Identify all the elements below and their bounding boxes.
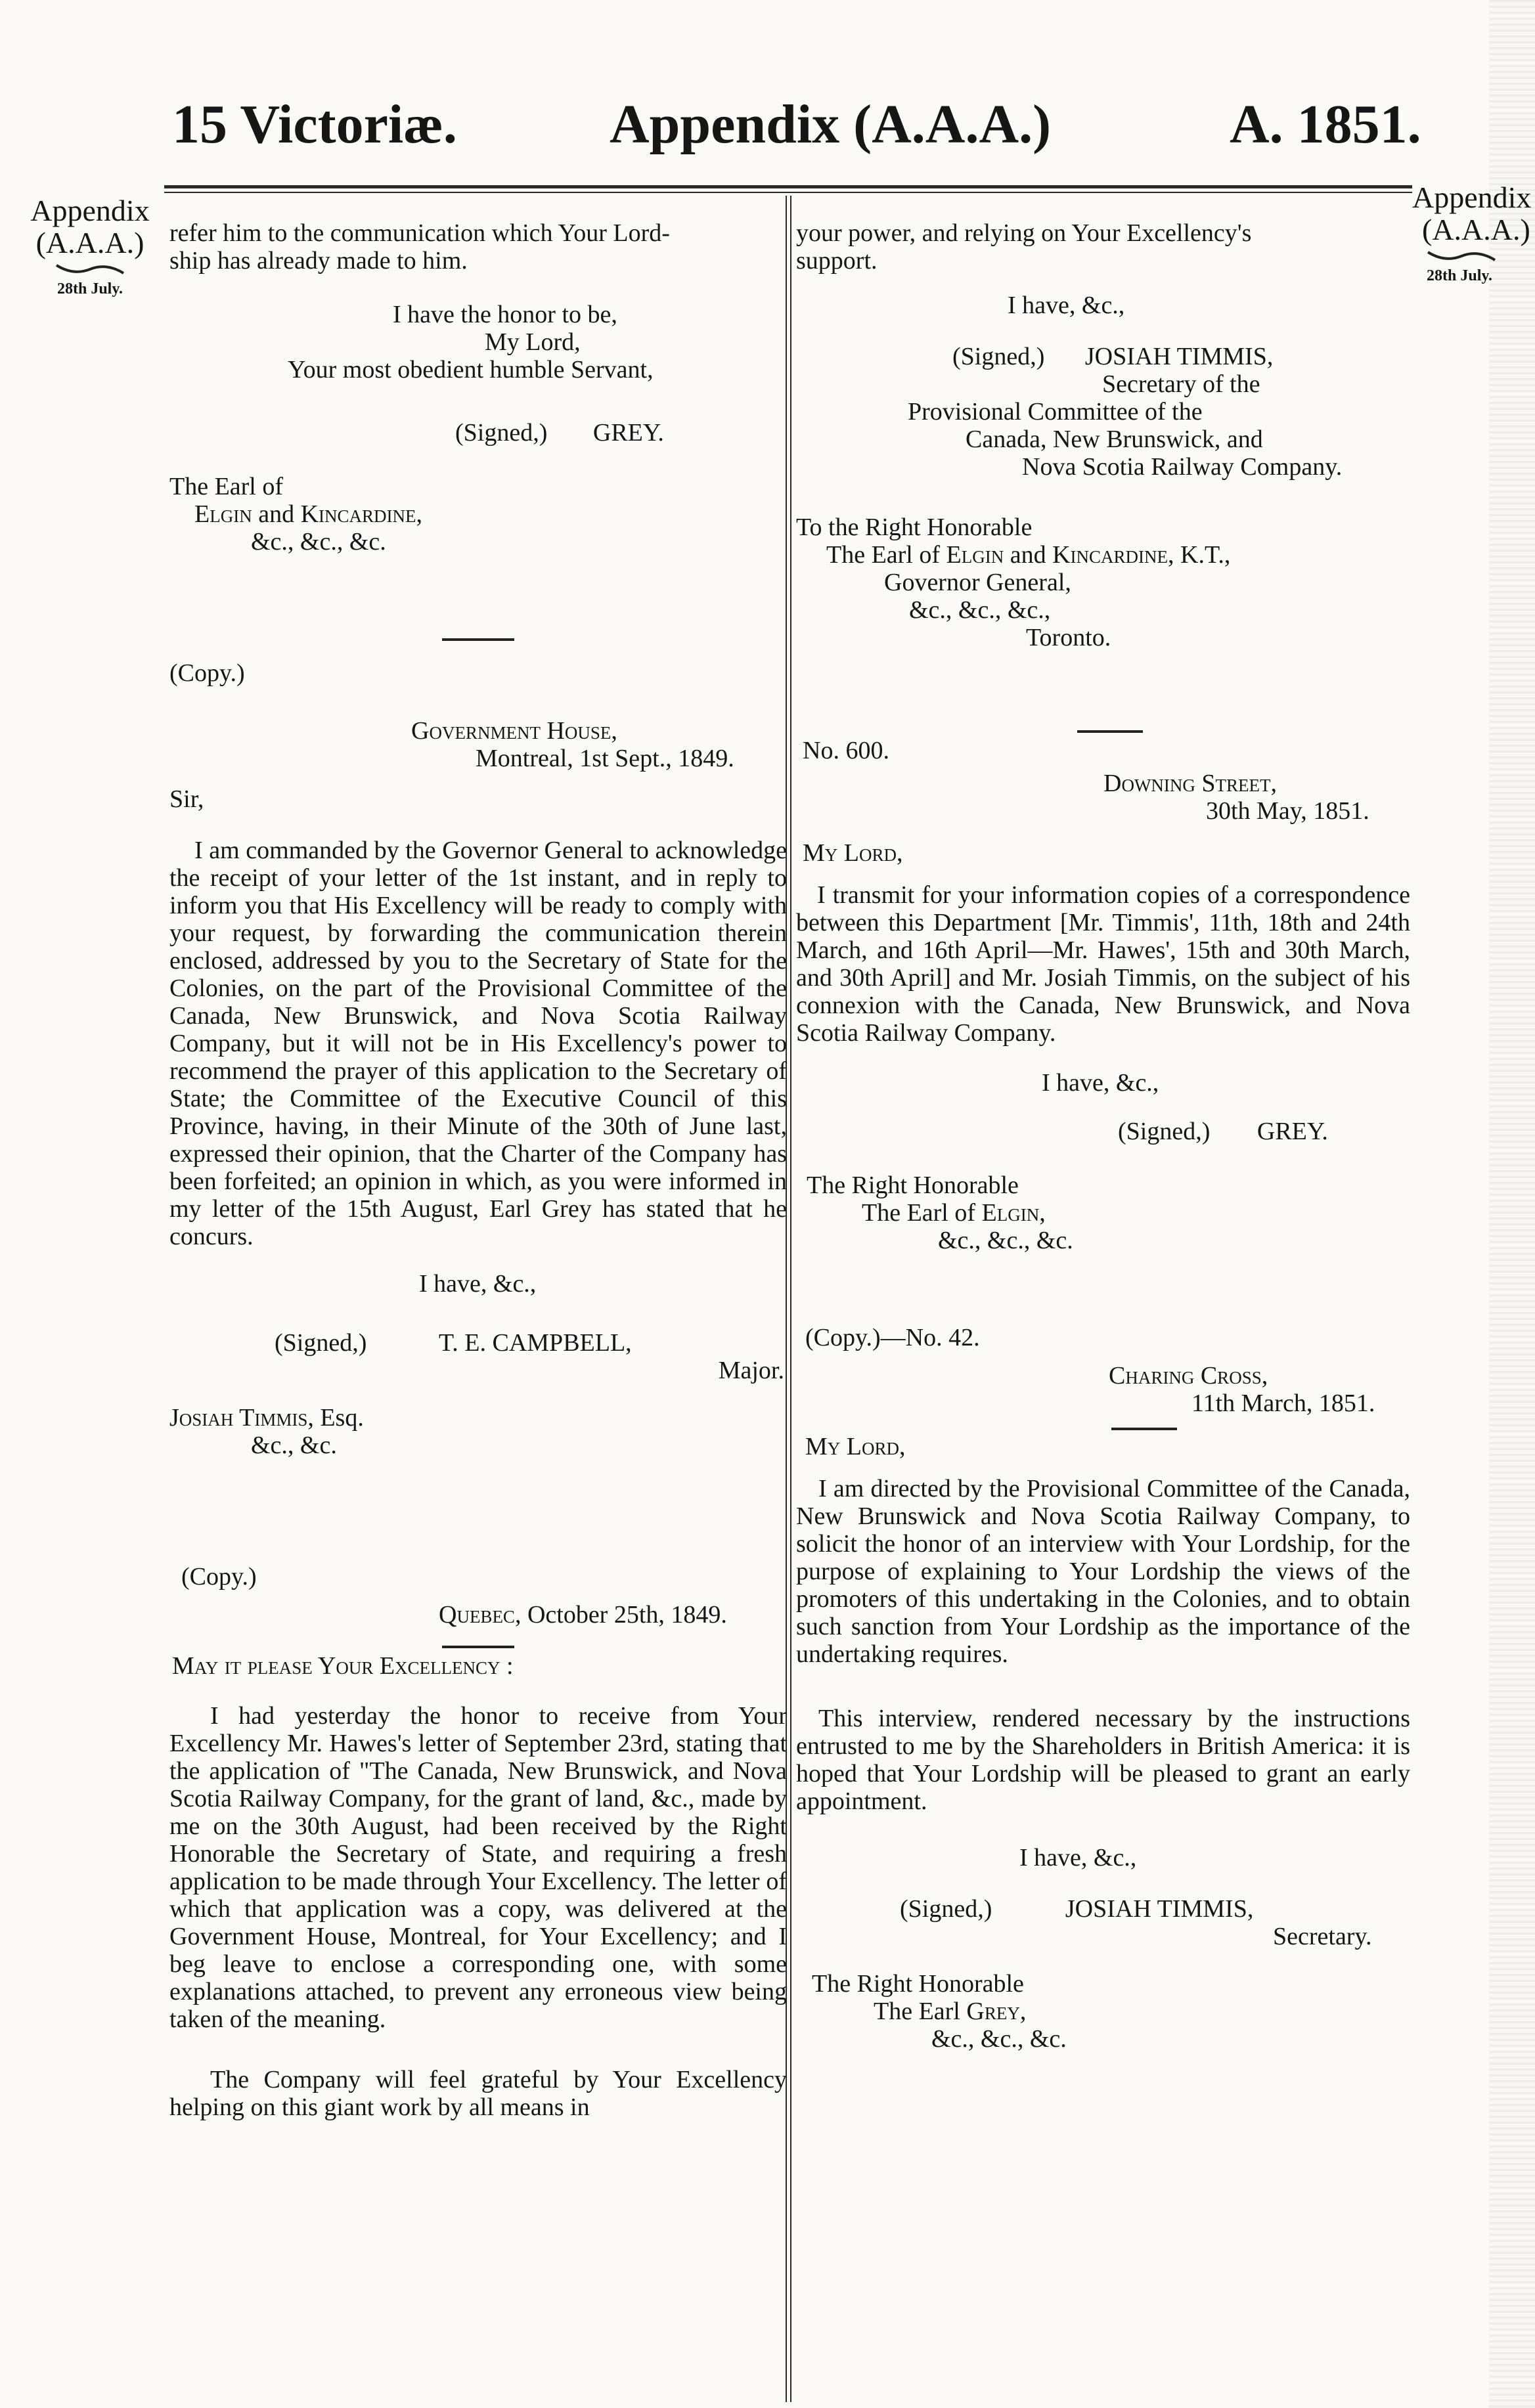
right-signer-1: JOSIAH TIMMIS, [1084,343,1274,370]
right-title-4: Nova Scotia Railway Company. [1022,453,1343,481]
signer-name: GREY. [592,419,664,447]
flourish-icon-right [1425,247,1498,264]
letter-body-3: The Company will feel grateful by Your Excellency helping on this giant work by all means in [169,2066,787,2121]
signed-label-2: (Signed,) [275,1329,367,1357]
right-address-7: The Earl of Elgin, [862,1199,1046,1227]
right-address-11: &c., &c., &c. [931,2025,1067,2053]
margin-note-title: Appendix [30,194,150,227]
right-address-4: &c., &c., &c., [909,596,1051,624]
margin-note-right [1412,183,1535,285]
have-1: I have, &c., [419,1270,537,1298]
address-3: &c., &c., &c. [251,528,386,556]
right-date-1: 30th May, 1851. [1206,797,1369,825]
closing-2: My Lord, [485,328,581,356]
right-line-1: your power, and relying on Your Excellency's [796,219,1252,247]
right-letter-body-3: This interview, rendered necessary by the instructions entrusted to me by the Shareholders in British America: it is hoped that Your Lordship will be pleased to grant an early appointment. [796,1705,1410,1815]
right-signature-1 [952,343,1410,370]
right-signed-2: (Signed,) [1118,1118,1211,1145]
right-signature-3 [900,1895,1410,1923]
right-have-3: I have, &c., [1019,1844,1137,1872]
left-line-1: refer him to the communication which Your Lord- [169,219,670,247]
right-section-dash [1077,730,1143,733]
left-line-2: ship has already made to him. [169,247,468,274]
right-signed-3: (Signed,) [900,1895,992,1923]
signature-line-2 [275,1329,787,1357]
right-letter-body-1: I transmit for your information copies of a correspondence between this Department [Mr. Timmis', 11th, 18th and 24th March, and 16th April—Mr. Hawes', 15th and 30th March, and 30th April] and Mr. Josiah Timmis, on the subject of his connexion with the Canada, New Brunswick, and Nova Scotia Railway Company. [796,881,1410,1047]
copy-label-1: (Copy.) [169,659,245,687]
signer-rank-2: Major. [718,1357,784,1384]
right-place-2: Charing Cross, [1109,1362,1268,1390]
place-2: Quebec, October 25th, 1849. [439,1601,727,1629]
right-address-10: The Earl Grey, [874,1998,1027,2025]
right-address-8: &c., &c., &c. [938,1227,1073,1254]
margin-note-left [14,196,166,298]
header-year: A. 1851. [1230,94,1421,155]
right-signed-1: (Signed,) [952,343,1045,370]
header-title: Appendix (A.A.A.) [610,94,1052,155]
closing-1: I have the honor to be, [393,301,617,328]
right-have-1: I have, &c., [1008,292,1125,319]
right-address-1: To the Right Honorable [796,514,1033,541]
place-1: Government House, [411,717,617,745]
right-salutation-2: My Lord, [805,1433,906,1460]
margin-note-date-right: 28th July. [1427,267,1493,284]
right-section-dash-2 [1111,1428,1177,1430]
right-address-3: Governor General, [884,569,1071,596]
right-copy-label: (Copy.)—No. 42. [805,1324,980,1351]
address-1: The Earl of [169,473,284,500]
margin-note-date: 28th July. [56,280,123,297]
margin-note-title-right: Appendix [1412,183,1532,214]
signed-label: (Signed,) [455,419,548,447]
right-line-2: support. [796,247,878,274]
right-title-2: Provisional Committee of the [908,398,1203,426]
right-date-2: 11th March, 1851. [1191,1390,1375,1417]
signer-name-2: T. E. CAMPBELL, [438,1329,632,1357]
right-signer-3: JOSIAH TIMMIS, [1065,1895,1254,1923]
page-edge-texture [1489,0,1535,2408]
right-address-9: The Right Honorable [812,1970,1024,1998]
salutation-1: Sir, [169,785,204,813]
right-have-2: I have, &c., [1042,1069,1159,1097]
right-address-2: The Earl of Elgin and Kincardine, K.T., [826,541,1231,569]
right-column [796,219,1410,2053]
address-2: Elgin and Kincardine, [194,500,423,528]
signature-line-1 [455,419,787,447]
salutation-2: May it please Your Excellency : [172,1652,514,1680]
right-title-3: Canada, New Brunswick, and [966,426,1263,453]
right-letter-body-2: I am directed by the Provisional Committee of the Canada, New Brunswick and Nova Scotia Railway Company, to solicit the honor of an interview with Your Lordship, for the purpose of explaining to Your Lordship the views of the promoters of this undertaking in the Colonies, and to obtain such sanction from Your Lordship as the importance of the undertaking requires. [796,1475,1410,1668]
letter-body-2: I had yesterday the honor to receive from Your Excellency Mr. Hawes's letter of September 23rd, stating that the application of "The Canada, New Brunswick, and Nova Scotia Railway Company, for the grant of land, &c., made by me on the 30th August, had been received by the Right Honorable the Secretary of State, and requiring a fresh application to be made through Your Excellency. The letter of which that application was a copy, was delivered at the Government House, Montreal, for Your Excellency; and I beg leave to enclose a corresponding one, with some explanations attached, to prevent any erroneous view being taken of the meaning. [169,1702,787,2033]
right-address-5: Toronto. [1026,624,1111,651]
section-dash-2 [442,1646,514,1648]
right-title-1: Secretary of the [1102,370,1260,398]
header-session: 15 Victoriæ. [172,94,457,155]
right-signer-2: GREY. [1257,1118,1328,1145]
letter-body-1: I am commanded by the Governor General to acknowledge the receipt of your letter of the 1st instant, and in reply to inform you that His Excellency will be ready to comply with your request, by forwarding the communication therein enclosed, addressed by you to the Secretary of State for the Colonies, on the part of the Provisional Committee of the Canada, New Brunswick, and Nova Scotia Railway Company, but it will not be in His Excellency's power to recommend the prayer of this application to the Secretary of State; the Committee of the Executive Council of this Province, having, in their Minute of the 30th of June last, expressed their opinion, that the Charter of the Company has been forfeited; an opinion in which, as you were informed in my letter of the 15th August, Earl Grey has stated that he concurs. [169,837,787,1250]
address-5: &c., &c. [251,1432,337,1459]
margin-note-sub: (A.A.A.) [35,226,145,259]
right-place-1: Downing Street, [1103,770,1278,797]
right-address-6: The Right Honorable [807,1171,1019,1199]
section-dash [442,638,514,641]
flourish-icon [54,260,126,277]
right-signature-2 [1118,1118,1410,1145]
copy-label-2: (Copy.) [181,1563,257,1590]
right-dispatch-no: No. 600. [803,737,889,764]
header-rule-thick [164,185,1412,188]
header-rule-thin [164,192,1412,193]
column-divider-2 [790,196,791,2402]
margin-note-sub-right: (A.A.A.) [1422,213,1530,246]
address-4: Josiah Timmis, Esq. [169,1404,364,1432]
right-salutation-1: My Lord, [803,839,903,867]
closing-3: Your most obedient humble Servant, [288,356,654,383]
right-title-5: Secretary. [1273,1923,1372,1950]
left-column [169,219,787,2121]
date-1: Montreal, 1st Sept., 1849. [476,745,734,772]
